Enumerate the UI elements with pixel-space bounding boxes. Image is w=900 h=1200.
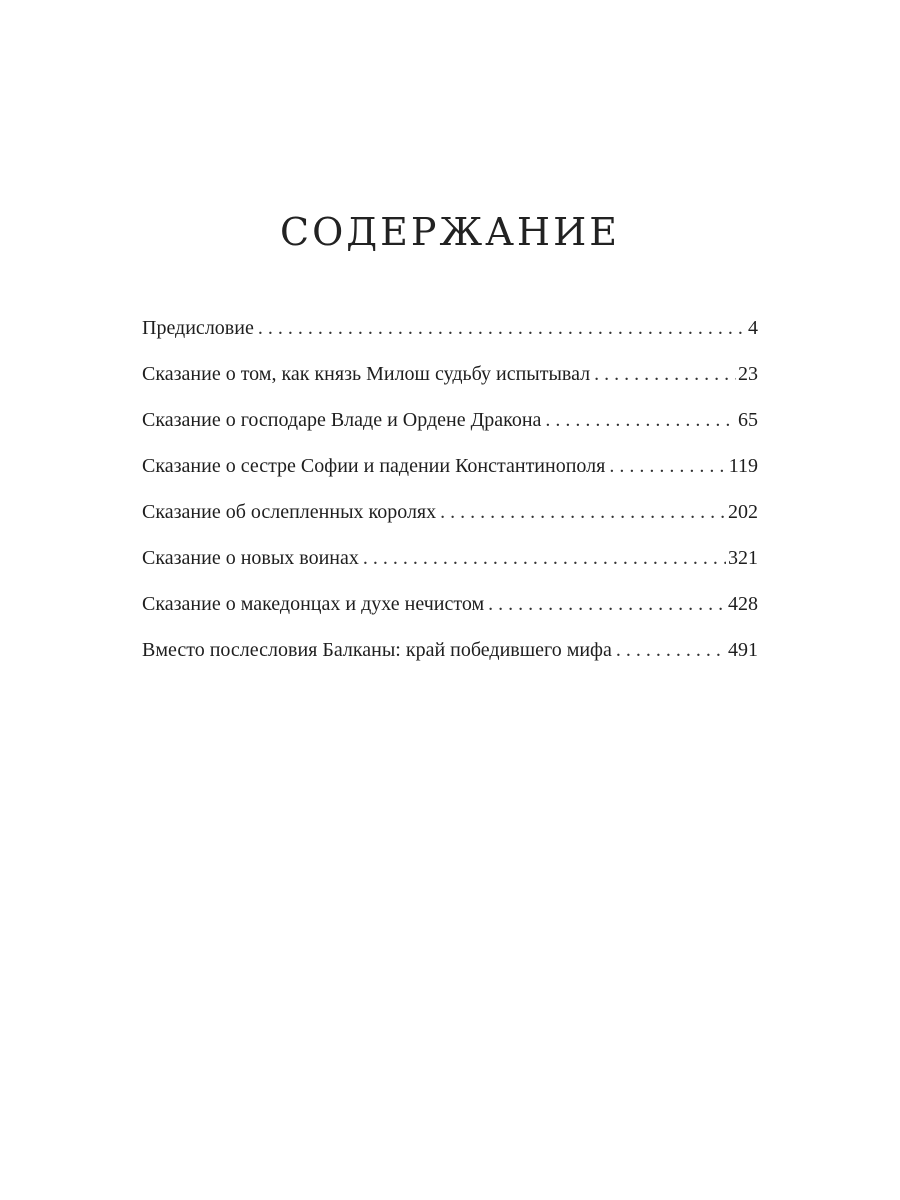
toc-page-number: 119 bbox=[728, 455, 758, 477]
toc-page-number: 65 bbox=[738, 409, 758, 431]
dot-leader bbox=[258, 312, 746, 344]
dot-leader bbox=[545, 404, 736, 436]
toc-page-number: 202 bbox=[728, 501, 758, 523]
dot-leader bbox=[594, 358, 736, 390]
toc-entry-title: Сказание о том, как князь Милош судьбу испытывал bbox=[142, 363, 591, 385]
dot-leader bbox=[440, 496, 726, 528]
toc-entry-title: Предисловие bbox=[142, 317, 254, 339]
toc-entry bbox=[142, 496, 758, 542]
toc-entry-title: Вместо послесловия Балканы: край победившего мифа bbox=[142, 639, 612, 661]
toc-entry bbox=[142, 312, 758, 358]
table-of-contents bbox=[142, 312, 758, 680]
toc-entry-title: Сказание о македонцах и духе нечистом bbox=[142, 593, 485, 615]
toc-entry bbox=[142, 634, 758, 680]
toc-entry bbox=[142, 450, 758, 496]
toc-entry bbox=[142, 588, 758, 634]
dot-leader bbox=[488, 588, 726, 620]
toc-entry-title: Сказание о господаре Владе и Ордене Дракона bbox=[142, 409, 542, 431]
toc-page-number: 23 bbox=[738, 363, 758, 385]
toc-page-number: 491 bbox=[728, 639, 758, 661]
dot-leader bbox=[616, 634, 726, 666]
dot-leader bbox=[609, 450, 726, 482]
toc-entry bbox=[142, 542, 758, 588]
toc-entry-title: Сказание об ослепленных королях bbox=[142, 501, 437, 523]
toc-entry bbox=[142, 358, 758, 404]
toc-page-number: 428 bbox=[728, 593, 758, 615]
toc-entry-title: Сказание о сестре Софии и падении Константинополя bbox=[142, 455, 606, 477]
toc-entry bbox=[142, 404, 758, 450]
page-title: СОДЕРЖАНИЕ bbox=[280, 210, 620, 254]
toc-page-number: 4 bbox=[748, 317, 758, 339]
toc-entry-title: Сказание о новых воинах bbox=[142, 547, 359, 569]
toc-page-number: 321 bbox=[728, 547, 758, 569]
dot-leader bbox=[363, 542, 726, 574]
